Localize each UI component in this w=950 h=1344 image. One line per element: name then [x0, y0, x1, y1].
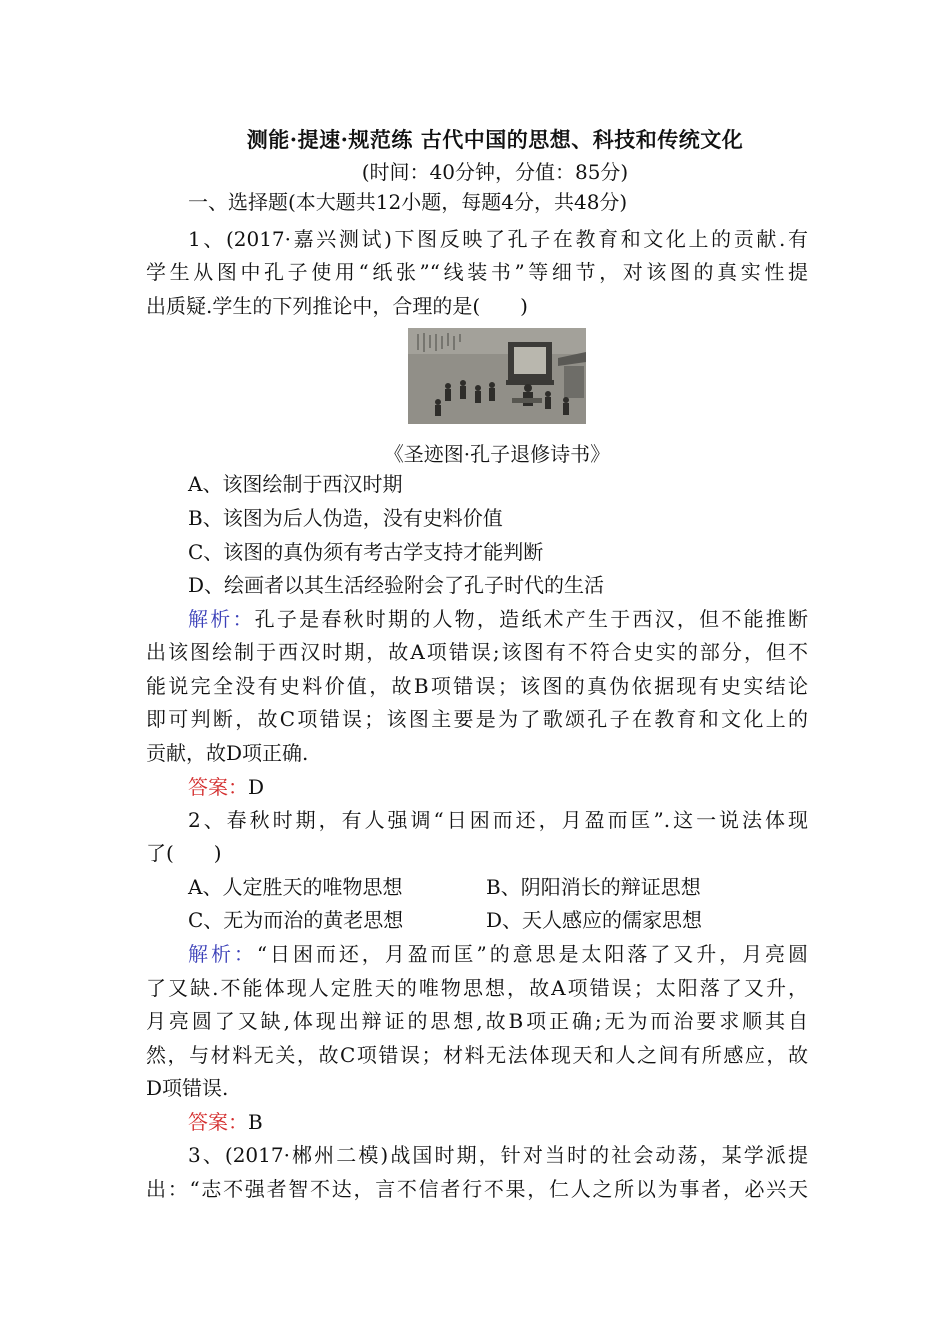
- q2-option-row-2: [188, 908, 808, 932]
- q1-analysis-line-3: 能说完全没有史料价值，故B项错误；该图的真伪依据现有史实结论: [146, 674, 808, 698]
- q3-stem-line-2: 出：“志不强者智不达，言不信者行不果，仁人之所以为事者，必兴天: [146, 1177, 808, 1201]
- q1-stem-line-2: 学生从图中孔子使用“纸张”“线装书”等细节，对该图的真实性提: [146, 260, 808, 284]
- q2-analysis-line-1: [188, 942, 808, 966]
- q1-analysis-line-5: 贡献，故D项正确.: [146, 741, 309, 765]
- q1-option-a: A、该图绘制于西汉时期: [188, 472, 403, 496]
- q2-analysis-line-5: D项错误.: [146, 1076, 229, 1100]
- q1-analysis-text: 孔子是春秋时期的人物，造纸术产生于西汉，但不能推断: [254, 607, 809, 631]
- section-heading: 一、选择题(本大题共12小题，每题4分，共48分): [188, 190, 628, 214]
- q2-answer-value: B: [248, 1110, 263, 1134]
- q2-option-c: C、无为而治的黄老思想: [188, 908, 404, 932]
- q2-answer-label: 答案：: [188, 1110, 248, 1134]
- figure-caption: 《圣迹图·孔子退修诗书》: [383, 442, 611, 466]
- q1-stem-line-1: 1、(2017·嘉兴测试)下图反映了孔子在教育和文化上的贡献.有: [188, 227, 808, 251]
- q1-option-b: B、该图为后人伪造，没有史料价值: [188, 506, 503, 530]
- painting-illustration: [408, 328, 586, 424]
- q1-option-c: C、该图的真伪须有考古学支持才能判断: [188, 540, 544, 564]
- q1-analysis-label: 解析：: [188, 607, 255, 631]
- q1-answer: [188, 775, 808, 799]
- q1-analysis-line-1: [188, 607, 808, 631]
- q2-option-row-1: [188, 875, 808, 899]
- painting-image: [408, 328, 586, 424]
- q2-option-d: D、天人感应的儒家思想: [486, 908, 703, 932]
- q2-analysis-label: 解析：: [188, 942, 257, 966]
- q2-analysis-line-4: 然，与材料无关，故C项错误；材料无法体现天和人之间有所感应，故: [146, 1043, 808, 1067]
- q1-stem-line-3: 出质疑.学生的下列推论中，合理的是( ): [146, 294, 528, 318]
- q2-analysis-text: “日困而还，月盈而匡”的意思是太阳落了又升，月亮圆: [256, 942, 809, 966]
- q1-answer-label: 答案：: [188, 775, 248, 799]
- q3-stem-line-1: 3、(2017·郴州二模)战国时期，针对当时的社会动荡，某学派提: [188, 1143, 808, 1167]
- q2-option-b: B、阴阳消长的辩证思想: [486, 875, 701, 899]
- q2-stem-line-2: 了( ): [146, 841, 222, 865]
- q2-answer: [188, 1110, 808, 1134]
- q1-answer-value: D: [248, 775, 265, 799]
- q1-analysis-line-4: 即可判断，故C项错误；该图主要是为了歌颂孔子在教育和文化上的: [146, 707, 808, 731]
- q2-analysis-line-2: 了又缺.不能体现人定胜天的唯物思想，故A项错误；太阳落了又升，: [146, 976, 808, 1000]
- q2-stem-line-1: 2、春秋时期，有人强调“日困而还，月盈而匡”.这一说法体现: [188, 808, 808, 832]
- page-subtitle: (时间：40分钟，分值：85分): [361, 160, 629, 184]
- page-title: 测能·提速·规范练 古代中国的思想、科技和传统文化: [246, 127, 744, 152]
- q1-option-d: D、绘画者以其生活经验附会了孔子时代的生活: [188, 573, 605, 597]
- q2-option-a: A、人定胜天的唯物思想: [188, 875, 403, 899]
- q2-analysis-line-3: 月亮圆了又缺,体现出辩证的思想,故B项正确;无为而治要求顺其自: [146, 1009, 808, 1033]
- q1-analysis-line-2: 出该图绘制于西汉时期，故A项错误;该图有不符合史实的部分，但不: [146, 640, 808, 664]
